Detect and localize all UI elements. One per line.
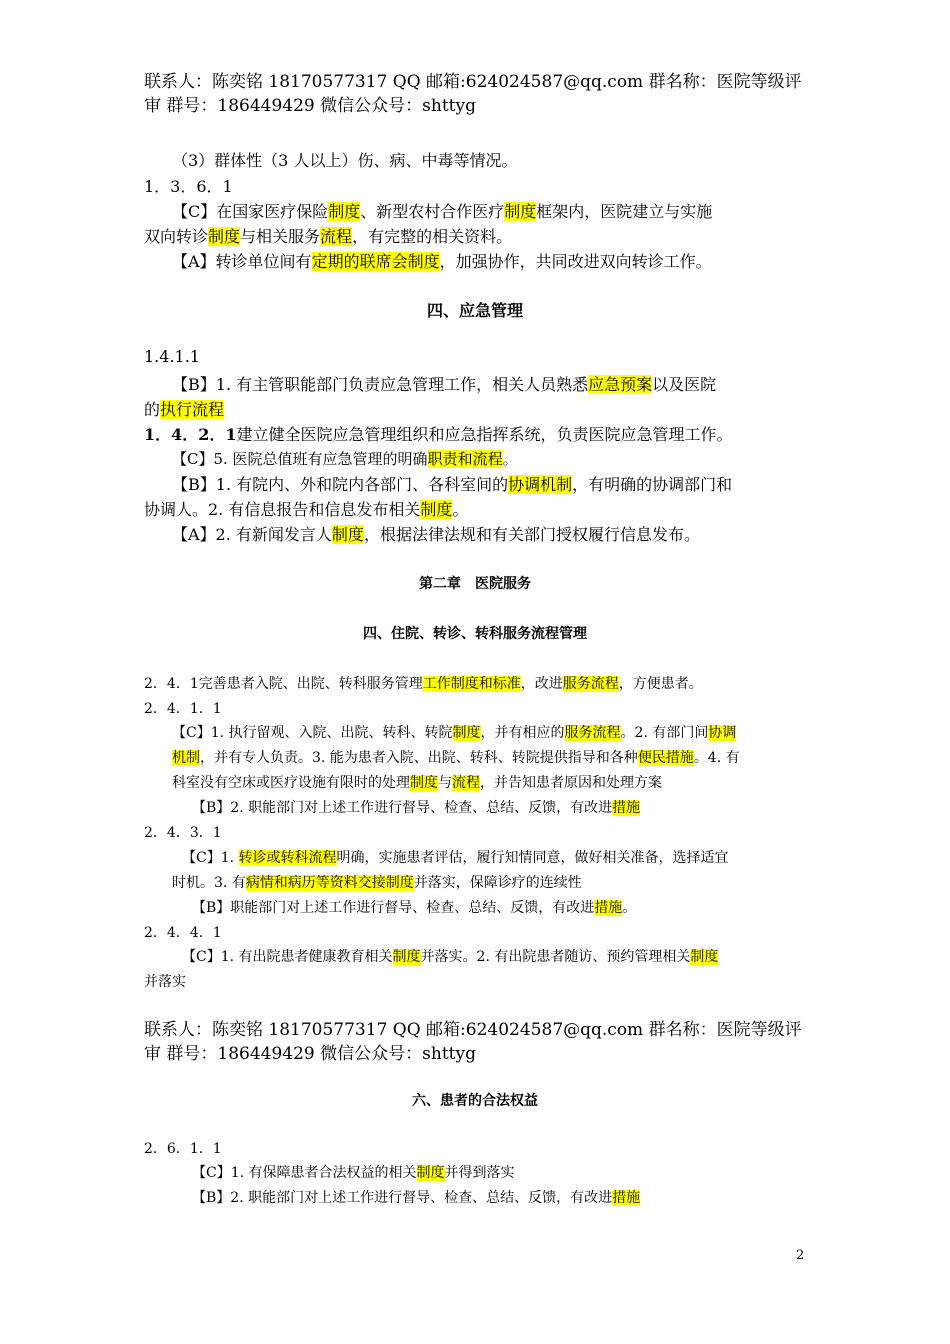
contact-line-2: 审 群号：186449429 微信公众号：shttyg bbox=[144, 1044, 476, 1064]
contact-footer bbox=[144, 1018, 810, 1066]
section-heading: 四、住院、转诊、转科服务流程管理 bbox=[363, 626, 587, 642]
paragraph: 协调人。2. 有信息报告和信息发布相关制度。 bbox=[144, 500, 469, 519]
paragraph: 【B】1. 有主管职能部门负责应急管理工作，相关人员熟悉应急预案以及医院 bbox=[172, 375, 717, 394]
section-number: 2．4．3．1 bbox=[144, 825, 222, 841]
paragraph: 【B】1. 有院内、外和院内各部门、各科室间的协调机制，有明确的协调部门和 bbox=[172, 475, 733, 494]
contact-header bbox=[144, 70, 810, 118]
paragraph: 1．4．2．1建立健全医院应急管理组织和应急指挥系统，负责医院应急管理工作。 bbox=[144, 425, 733, 444]
paragraph: 【C】1. 执行留观、入院、出院、转科、转院制度，并有相应的服务流程。2. 有部门间协调 bbox=[172, 725, 737, 741]
contact-line-1: 联系人：陈奕铭 18170577317 QQ 邮箱:624024587@qq.com 群名称：医院等级评 bbox=[144, 72, 802, 92]
contact-line-2: 审 群号：186449429 微信公众号：shttyg bbox=[144, 96, 476, 116]
paragraph: 机制，并有专人负责。3. 能为患者入院、出院、转科、转院提供指导和各种便民措施。4. 有 bbox=[172, 750, 740, 766]
paragraph: 时机。3. 有病情和病历等资料交接制度并落实，保障诊疗的连续性 bbox=[172, 875, 582, 891]
paragraph: 并落实 bbox=[144, 974, 186, 990]
section-number: 2．6．1．1 bbox=[144, 1141, 222, 1157]
paragraph: 双向转诊制度与相关服务流程，有完整的相关资料。 bbox=[144, 227, 513, 246]
section-heading: 四、应急管理 bbox=[426, 301, 523, 320]
paragraph: 【C】1. 有出院患者健康教育相关制度并落实。2. 有出院患者随访、预约管理相关制度 bbox=[182, 949, 719, 965]
section-number: 2．4．4．1 bbox=[144, 925, 222, 941]
paragraph: 【A】2. 有新闻发言人制度，根据法律法规和有关部门授权履行信息发布。 bbox=[172, 525, 700, 544]
paragraph: 【B】2. 职能部门对上述工作进行督导、检查、总结、反馈，有改进措施 bbox=[192, 800, 641, 816]
paragraph: 【C】在国家医疗保险制度、新型农村合作医疗制度框架内，医院建立与实施 bbox=[172, 202, 713, 221]
paragraph: 2．4．1完善患者入院、出院、转科服务管理工作制度和标准，改进服务流程，方便患者。 bbox=[144, 676, 703, 692]
paragraph: （3）群体性（3 人以上）伤、病、中毒等情况。 bbox=[172, 151, 518, 170]
contact-line-1: 联系人：陈奕铭 18170577317 QQ 邮箱:624024587@qq.com 群名称：医院等级评 bbox=[144, 1020, 802, 1040]
paragraph: 【A】转诊单位间有定期的联席会制度，加强协作，共同改进双向转诊工作。 bbox=[172, 252, 712, 271]
paragraph: 【C】1. 有保障患者合法权益的相关制度并得到落实 bbox=[192, 1165, 515, 1181]
section-number: 1．3．6．1 bbox=[144, 177, 233, 196]
paragraph: 【B】2. 职能部门对上述工作进行督导、检查、总结、反馈，有改进措施 bbox=[192, 1190, 641, 1206]
paragraph: 【B】职能部门对上述工作进行督导、检查、总结、反馈，有改进措施。 bbox=[192, 900, 637, 916]
section-number: 2．4．1．1 bbox=[144, 701, 222, 717]
section-heading: 六、患者的合法权益 bbox=[412, 1093, 538, 1109]
page-number: 2 bbox=[796, 1248, 805, 1263]
section-number: 1.4.1.1 bbox=[144, 347, 200, 366]
paragraph: 【C】1. 转诊或转科流程明确，实施患者评估，履行知情同意，做好相关准备，选择适宜 bbox=[182, 850, 729, 866]
paragraph: 【C】5. 医院总值班有应急管理的明确职责和流程。 bbox=[172, 450, 518, 468]
paragraph: 的执行流程 bbox=[144, 400, 225, 419]
chapter-heading: 第二章 医院服务 bbox=[419, 576, 531, 592]
paragraph: 科室没有空床或医疗设施有限时的处理制度与流程，并告知患者原因和处理方案 bbox=[172, 775, 662, 791]
